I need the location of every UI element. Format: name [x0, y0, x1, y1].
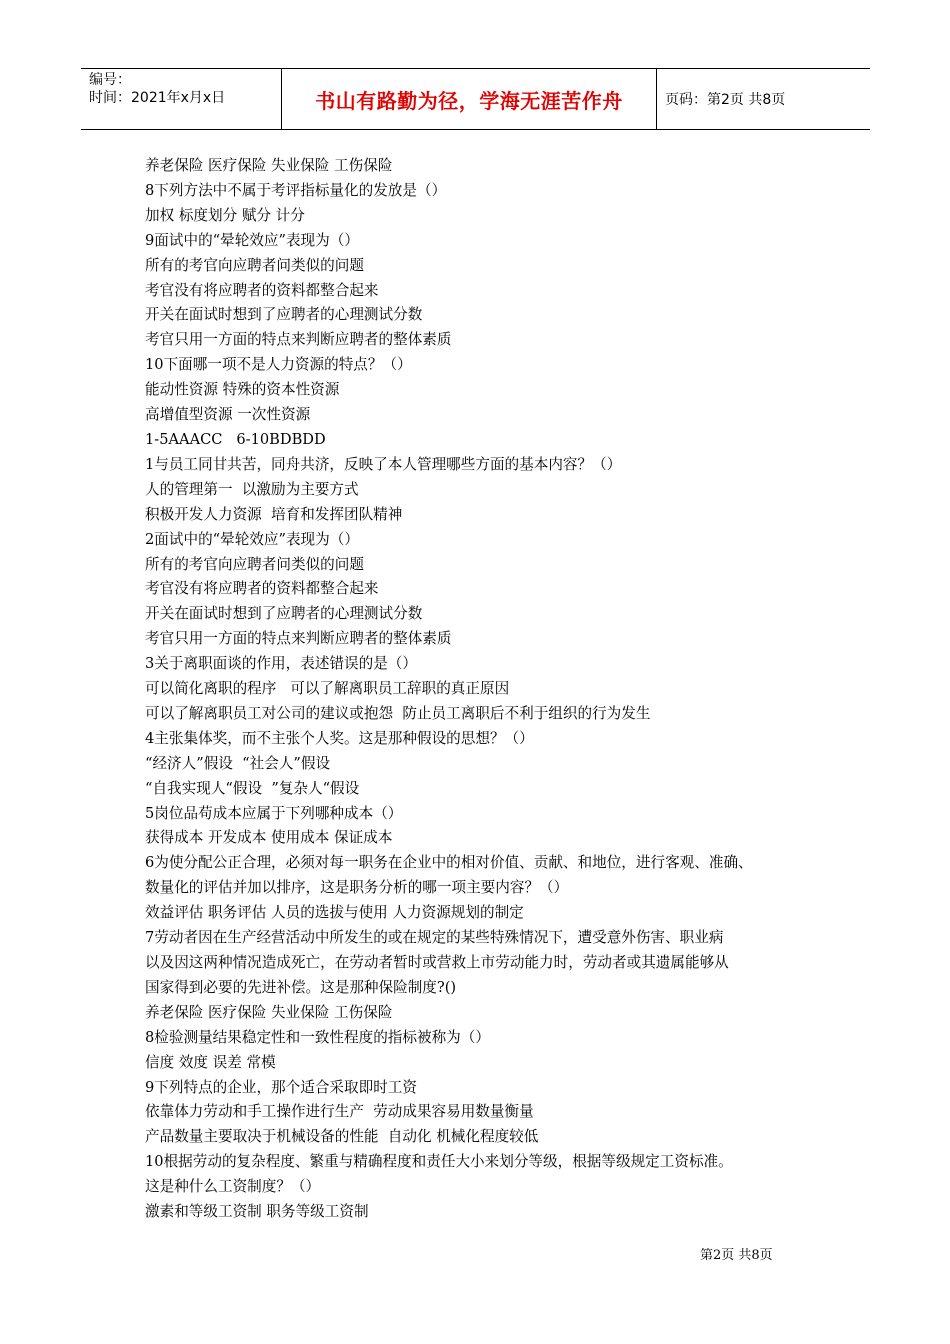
text-line: 5岗位品苟成本应属于下列哪种成本（） [145, 804, 403, 822]
text-line: 4主张集体奖，而不主张个人奖。这是那种假设的思想？（） [145, 729, 534, 747]
text-line: 依靠体力劳动和手工操作进行生产 劳动成果容易用数量衡量 [145, 1103, 534, 1121]
text-line: 开关在面试时想到了应聘者的心理测试分数 [145, 605, 423, 623]
text-line: 所有的考官向应聘者问类似的问题 [145, 555, 364, 573]
header-page-label: 页码：第2页 共8页 [665, 92, 786, 108]
text-line: 信度 效度 误差 常模 [145, 1053, 276, 1071]
text-line: 3关于离职面谈的作用，表述错误的是（） [145, 655, 417, 673]
time-label: 时间：2021年x月x日 [89, 90, 226, 106]
text-line: 9下列特点的企业，那个适合采取即时工资 [145, 1078, 417, 1096]
text-line: 9面试中的“晕轮效应”表现为（） [145, 231, 359, 249]
text-line: 所有的考官向应聘者问类似的问题 [145, 256, 364, 274]
text-line: 获得成本 开发成本 使用成本 保证成本 [145, 829, 393, 847]
text-line: 考官只用一方面的特点来判断应聘者的整体素质 [145, 331, 452, 349]
page-header [81, 68, 870, 130]
header-motto: 书山有路勤为径，学海无涯苦作舟 [281, 69, 657, 129]
text-line: 考官只用一方面的特点来判断应聘者的整体素质 [145, 630, 452, 648]
document-body [145, 154, 815, 1225]
text-line: 7劳动者因在生产经营活动中所发生的或在规定的某些特殊情况下，遭受意外伤害、职业病 [145, 929, 724, 947]
header-meta [89, 71, 279, 107]
text-line: 加权 标度划分 赋分 计分 [145, 206, 305, 224]
text-line: “自我实现人“假设 ”复杂人“假设 [145, 779, 360, 797]
text-line: 考官没有将应聘者的资料都整合起来 [145, 580, 379, 598]
text-line: 10根据劳动的复杂程度、繁重与精确程度和责任大小来划分等级，根据等级规定工资标准。 [145, 1153, 733, 1171]
text-line: 人的管理第一 以激励为主要方式 [145, 480, 359, 498]
text-line: 1与员工同甘共苦，同舟共济，反映了本人管理哪些方面的基本内容？（） [145, 455, 622, 473]
text-line: 养老保险 医疗保险 失业保险 工伤保险 [145, 1003, 393, 1021]
text-line: 效益评估 职务评估 人员的选拔与使用 人力资源规划的制定 [145, 904, 524, 922]
text-line: 可以简化离职的程序 可以了解离职员工辞职的真正原因 [145, 680, 510, 698]
text-line: 养老保险 医疗保险 失业保险 工伤保险 [145, 157, 393, 174]
text-line: “经济人”假设 “社会人”假设 [145, 754, 331, 772]
text-line: 2面试中的“晕轮效应”表现为（） [145, 530, 359, 548]
text-line: 能动性资源 特殊的资本性资源 [145, 381, 340, 399]
text-line: 激素和等级工资制 职务等级工资制 [145, 1203, 369, 1221]
text-line: 产品数量主要取决于机械设备的性能 自动化 机械化程度较低 [145, 1128, 539, 1146]
answer-key: 1-5AAACC 6-10BDBDD [145, 430, 326, 448]
text-line: 以及因这两种情况造成死亡，在劳动者暂时或营救上市劳动能力时，劳动者或其遗属能够从 [145, 954, 729, 971]
text-line: 6为使分配公正合理，必须对每一职务在企业中的相对价值、贡献、和地位，进行客观、准确、 [145, 854, 753, 872]
text-line: 考官没有将应聘者的资料都整合起来 [145, 281, 379, 299]
text-line: 8检验测量结果稳定性和一致性程度的指标被称为（） [145, 1028, 490, 1046]
text-line: 8下列方法中不属于考评指标量化的发放是（） [145, 181, 447, 199]
text-line: 积极开发人力资源 培育和发挥团队精神 [145, 505, 403, 523]
text-line: 国家得到必要的先进补偿。这是那种保险制度?() [145, 978, 457, 996]
text-line: 这是种什么工资制度？（） [145, 1178, 321, 1196]
page-footer: 第2页 共8页 [700, 1248, 773, 1263]
text-line: 数量化的评估并加以排序，这是职务分析的哪一项主要内容？（） [145, 879, 569, 897]
text-line: 10下面哪一项不是人力资源的特点？（） [145, 356, 412, 374]
number-label: 编号： [89, 72, 131, 88]
text-line: 可以了解离职员工对公司的建议或抱怨 防止员工离职后不利于组织的行为发生 [145, 704, 651, 722]
text-line: 高增值型资源 一次性资源 [145, 406, 311, 424]
text-line: 开关在面试时想到了应聘者的心理测试分数 [145, 306, 423, 324]
